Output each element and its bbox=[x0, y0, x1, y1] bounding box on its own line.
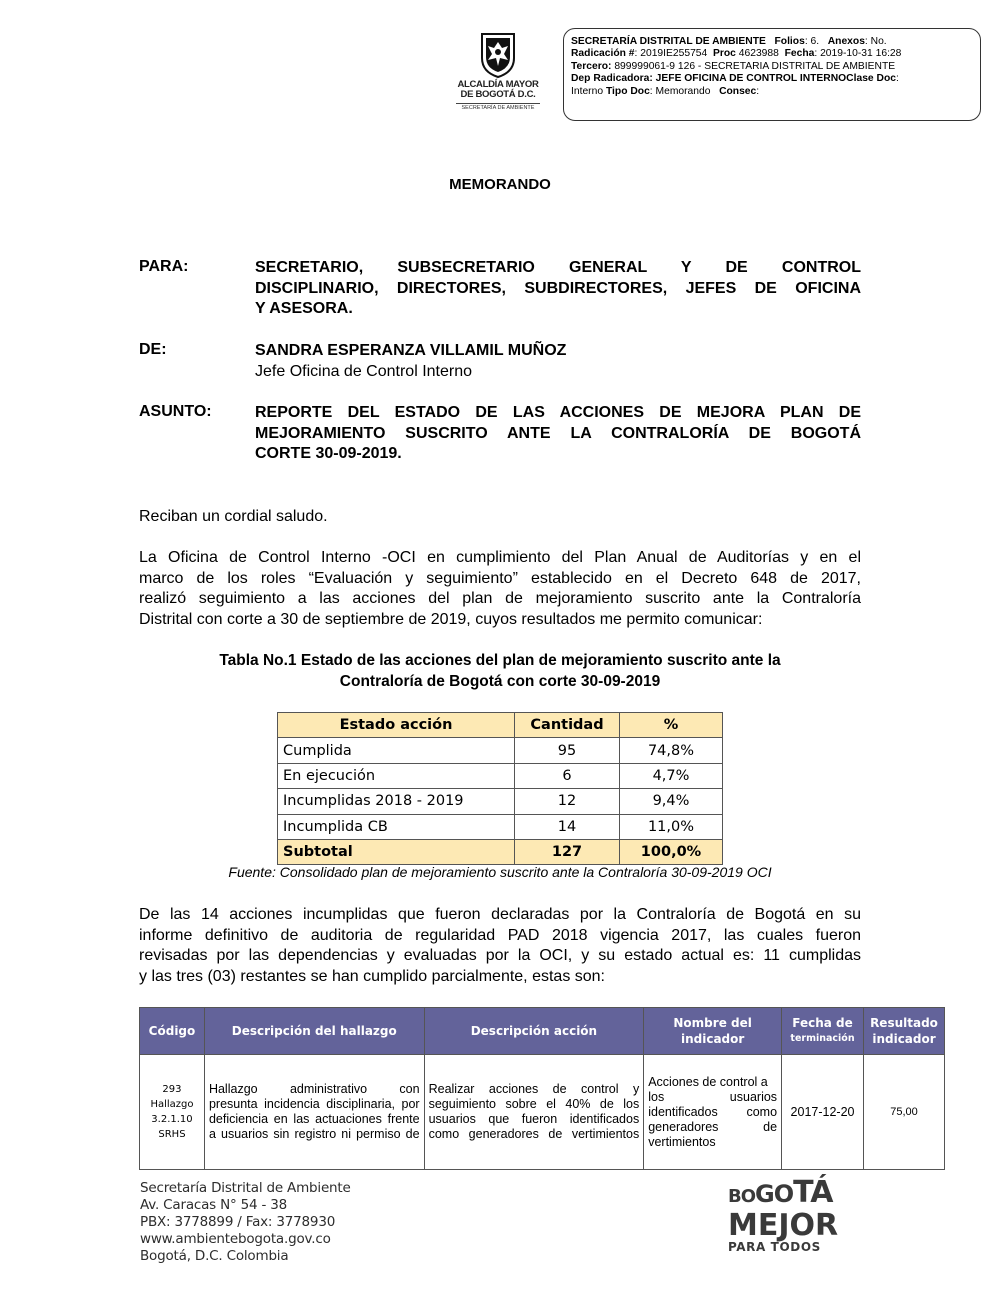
cell-estado: En ejecución bbox=[278, 763, 515, 788]
table-header-row bbox=[278, 713, 723, 738]
stamp-tercero-label: Tercero: bbox=[571, 60, 612, 72]
table-row bbox=[140, 1055, 945, 1170]
table-row bbox=[278, 738, 723, 763]
asunto-label: ASUNTO: bbox=[139, 403, 212, 420]
logo-bogota-word bbox=[728, 1175, 858, 1212]
codigo-line: 3.2.1.10 bbox=[151, 1114, 193, 1125]
cell-resultado: 75,00 bbox=[864, 1055, 945, 1170]
header-resultado bbox=[864, 1008, 945, 1055]
stamp-dep-colon: : bbox=[895, 73, 899, 85]
stamp-anexos-label: Anexos bbox=[827, 36, 865, 47]
header-indicador bbox=[644, 1008, 782, 1055]
cell-cantidad: 95 bbox=[515, 738, 620, 763]
table1-source: Fuente: Consolidado plan de mejoramiento suscrito ante la Contraloría 30-09-2019 OCI bbox=[228, 864, 772, 880]
asunto-line-3: CORTE 30-09-2019. bbox=[255, 445, 402, 462]
table-row bbox=[278, 763, 723, 788]
second-line: informe definitivo de auditoria de regularidad PAD 2018 vigencia 2017, las cuales fueron bbox=[139, 926, 861, 944]
stamp-line-3 bbox=[571, 61, 980, 73]
stamp-anexos-value: : No. bbox=[864, 36, 887, 47]
table1-caption-line-2: Contraloría de Bogotá con corte 30-09-2019 bbox=[339, 672, 661, 690]
header-porcentaje: % bbox=[620, 713, 723, 738]
indicador-line: los usuarios bbox=[648, 1089, 778, 1104]
cell-estado: Cumplida bbox=[278, 738, 515, 763]
second-line: revisadas por las dependencias y evaluadas por la OCI, y su estado actual es: 11 cumplidas bbox=[139, 947, 861, 964]
stamp-line-2 bbox=[571, 48, 980, 60]
asunto-line-1: REPORTE DEL ESTADO DE LAS ACCIONES DE MEJORA PLAN DE bbox=[255, 404, 861, 421]
table1-caption bbox=[139, 651, 861, 692]
subtotal-label: Subtotal bbox=[278, 839, 515, 864]
stamp-radicacion-value: : 2019IE255754 bbox=[634, 48, 708, 60]
para-line-1: SECRETARIO, SUBSECRETARIO GENERAL Y DE CONTROL bbox=[255, 259, 861, 276]
header-hallazgo: Descripción del hallazgo bbox=[204, 1008, 424, 1055]
indicador-line: generadores de bbox=[648, 1119, 778, 1134]
footer-address bbox=[140, 1180, 351, 1265]
table1-caption-line-1: Tabla No.1 Estado de las acciones del plan de mejoramiento suscrito ante la bbox=[219, 652, 781, 669]
stamp-consec-label: Consec bbox=[719, 85, 757, 97]
indicador-line: Acciones de control a bbox=[648, 1074, 768, 1089]
stamp-consec-value: : bbox=[756, 85, 760, 97]
stamp-proc-label: Proc bbox=[712, 48, 736, 60]
stamp-proc-value: 4623988 bbox=[738, 48, 779, 60]
cell-porcentaje: 9,4% bbox=[620, 789, 723, 814]
cell-porcentaje: 11,0% bbox=[620, 814, 723, 839]
para-line-3: Y ASESORA. bbox=[255, 300, 353, 317]
para-label: PARA: bbox=[139, 258, 189, 275]
accion-line: seguimiento sobre el 40% de los bbox=[428, 1097, 640, 1111]
header-resultado-line-2: indicador bbox=[872, 1032, 936, 1046]
cell-porcentaje: 4,7% bbox=[620, 763, 723, 788]
cell-indicador bbox=[644, 1055, 782, 1170]
cell-porcentaje: 74,8% bbox=[620, 738, 723, 763]
subtotal-porcentaje: 100,0% bbox=[620, 839, 723, 864]
stamp-tipo-value: : Memorando bbox=[649, 85, 711, 97]
de-sender bbox=[255, 341, 861, 382]
header-codigo: Código bbox=[140, 1008, 205, 1055]
table-subtotal-row bbox=[278, 839, 723, 864]
accion-line: Realizar acciones de control y bbox=[428, 1082, 640, 1096]
table-row bbox=[278, 789, 723, 814]
logo-line-2: DE BOGOTÁ D.C. bbox=[460, 89, 536, 100]
cell-estado: Incumplidas 2018 - 2019 bbox=[278, 789, 515, 814]
accion-line: como generadores de vertimientos bbox=[428, 1127, 640, 1141]
bogota-mejor-logo bbox=[728, 1175, 858, 1254]
codigo-line: SRHS bbox=[158, 1129, 186, 1140]
footer-street: Av. Caracas N° 54 - 38 bbox=[140, 1197, 288, 1213]
intro-line: realizó seguimiento a las acciones del plan de mejoramiento suscrito ante la Contraloría bbox=[139, 590, 861, 607]
footer-entity: Secretaría Distrital de Ambiente bbox=[140, 1180, 351, 1196]
coat-of-arms-icon bbox=[478, 32, 518, 78]
header-estado: Estado acción bbox=[278, 713, 515, 738]
header-fecha bbox=[782, 1008, 864, 1055]
stamp-fecha-value: : 2019-10-31 16:28 bbox=[814, 48, 902, 60]
logo-line-3: SECRETARÍA DE AMBIENTE bbox=[456, 103, 540, 112]
intro-line: Distrital con corte a 30 de septiembre de 2019, cuyos resultados me permito comunicar: bbox=[139, 610, 763, 628]
header-indicador-line-1: Nombre del bbox=[673, 1016, 752, 1030]
hallazgo-line: a usuarios sin registro ni permiso de bbox=[208, 1127, 420, 1141]
cell-fecha: 2017-12-20 bbox=[782, 1055, 864, 1170]
intro-line: La Oficina de Control Interno -OCI en cumplimiento del Plan Anual de Auditorías y en el bbox=[139, 549, 861, 566]
second-line: y las tres (03) restantes se han cumplido parcialmente, estas son: bbox=[139, 967, 605, 985]
cell-codigo bbox=[140, 1055, 205, 1170]
status-table bbox=[277, 712, 723, 865]
footer-phone: PBX: 3778899 / Fax: 3778930 bbox=[140, 1214, 336, 1230]
radication-stamp bbox=[563, 28, 981, 121]
findings-header-row bbox=[140, 1008, 945, 1055]
header-fecha-line-2: terminación bbox=[790, 1033, 855, 1044]
de-label: DE: bbox=[139, 341, 167, 358]
cell-cantidad: 12 bbox=[515, 789, 620, 814]
stamp-clase-value: Interno bbox=[571, 85, 604, 97]
findings-table bbox=[139, 1007, 945, 1170]
subtotal-cantidad: 127 bbox=[515, 839, 620, 864]
stamp-line-1 bbox=[571, 36, 980, 48]
logo-ta: TÁ bbox=[793, 1175, 833, 1210]
stamp-line-4 bbox=[571, 73, 980, 85]
intro-line: marco de los roles “Evaluación y seguimiento” establecido en el Decreto 648 de 2017, bbox=[139, 569, 861, 587]
logo-bo: BO bbox=[728, 1186, 756, 1207]
asunto-subject bbox=[255, 403, 861, 465]
header-accion: Descripción acción bbox=[424, 1008, 644, 1055]
header-fecha-line-1: Fecha de bbox=[792, 1016, 853, 1030]
cell-cantidad: 14 bbox=[515, 814, 620, 839]
cell-estado: Incumplida CB bbox=[278, 814, 515, 839]
footer-website: www.ambientebogota.gov.co bbox=[140, 1231, 331, 1247]
footer-city: Bogotá, D.C. Colombia bbox=[140, 1248, 289, 1264]
stamp-tipo-label: Tipo Doc bbox=[605, 85, 650, 97]
de-name: SANDRA ESPERANZA VILLAMIL MUÑOZ bbox=[255, 342, 567, 359]
cell-hallazgo bbox=[204, 1055, 424, 1170]
hallazgo-line: presunta incidencia disciplinaria, por bbox=[208, 1097, 420, 1111]
logo-go: GO bbox=[755, 1180, 794, 1208]
stamp-folios-label: Folios bbox=[774, 36, 805, 47]
second-line: De las 14 acciones incumplidas que fueron declaradas por la Contraloría de Bogotá en su bbox=[139, 906, 861, 923]
second-paragraph bbox=[139, 905, 861, 987]
table-row bbox=[278, 814, 723, 839]
header-cantidad: Cantidad bbox=[515, 713, 620, 738]
codigo-line: Hallazgo bbox=[150, 1099, 194, 1110]
memo-title: MEMORANDO bbox=[449, 176, 551, 193]
accion-line: usuarios que fueron identificados bbox=[428, 1112, 640, 1126]
logo-line-1: ALCALDÍA MAYOR bbox=[457, 79, 539, 90]
logo-para-todos: PARA TODOS bbox=[728, 1240, 821, 1254]
de-role: Jefe Oficina de Control Interno bbox=[255, 362, 473, 380]
stamp-entity: SECRETARÍA DISTRITAL DE AMBIENTE bbox=[571, 36, 766, 47]
stamp-tercero-value: 899999061-9 126 - SECRETARIA DISTRITAL DE AMBIENTE bbox=[614, 60, 896, 72]
logo-mejor: MEJOR bbox=[728, 1208, 839, 1243]
intro-paragraph bbox=[139, 548, 861, 630]
stamp-fecha-label: Fecha bbox=[784, 48, 815, 60]
stamp-line-5 bbox=[571, 86, 980, 98]
hallazgo-line: Hallazgo administrativo con bbox=[208, 1082, 420, 1096]
indicador-line: identificados como bbox=[648, 1104, 778, 1119]
asunto-line-2: MEJORAMIENTO SUSCRITO ANTE LA CONTRALORÍA DE BOGOTÁ bbox=[255, 424, 861, 442]
header-resultado-line-1: Resultado bbox=[870, 1016, 938, 1030]
para-line-2: DISCIPLINARIO, DIRECTORES, SUBDIRECTORES, JEFES DE OFICINA bbox=[255, 279, 861, 297]
stamp-radicacion-label: Radicación # bbox=[571, 48, 635, 60]
hallazgo-line: deficiencia en las actuaciones frente bbox=[208, 1112, 420, 1126]
indicador-line: vertimientos bbox=[648, 1134, 716, 1149]
codigo-line: 293 bbox=[162, 1084, 182, 1095]
cell-accion bbox=[424, 1055, 644, 1170]
stamp-folios-value: : 6. bbox=[804, 36, 820, 47]
header-indicador-line-2: indicador bbox=[680, 1032, 745, 1046]
cell-cantidad: 6 bbox=[515, 763, 620, 788]
stamp-dep-label: Dep Radicadora: JEFE OFICINA DE CONTROL INTERNOClase Doc bbox=[571, 73, 896, 85]
alcaldia-logo bbox=[448, 32, 548, 132]
greeting: Reciban un cordial saludo. bbox=[139, 508, 328, 525]
para-recipients bbox=[255, 258, 861, 320]
